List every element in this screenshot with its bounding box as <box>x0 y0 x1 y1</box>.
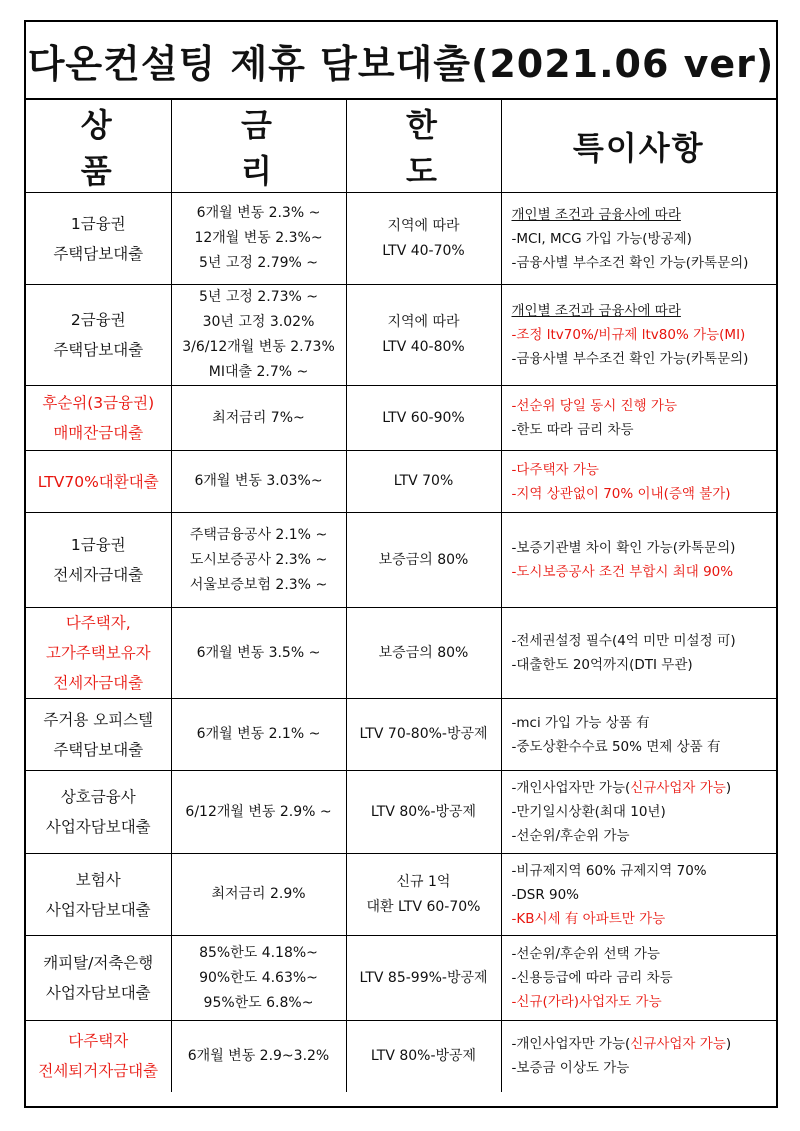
rate-cell <box>171 513 346 608</box>
note-line <box>512 203 773 227</box>
rate-cell <box>171 193 346 285</box>
note-text: 개인별 조건과 금융사에 따라 <box>511 303 681 319</box>
table-row <box>26 699 776 771</box>
limit-line: LTV 70% <box>393 473 454 489</box>
product-name-line: 보험사 <box>75 870 121 889</box>
note-text: -대출한도 20억까지(DTI 무관) <box>511 657 693 673</box>
notes-cell <box>501 1021 776 1092</box>
product-cell <box>26 386 171 451</box>
note-line <box>512 735 773 759</box>
product-name-line: 1금융권 <box>70 536 126 554</box>
notes-cell <box>501 608 776 699</box>
limit-cell <box>346 193 501 285</box>
note-text: ) <box>725 1036 732 1053</box>
rate-line: 최저금리 7%~ <box>212 409 305 426</box>
product-cell <box>26 699 171 771</box>
limit-cell <box>346 451 501 513</box>
product-name-line: 2금융권 <box>70 311 126 329</box>
note-line <box>512 227 773 251</box>
note-text: ) <box>725 780 732 796</box>
notes-cell <box>501 699 776 771</box>
rate-cell <box>171 608 346 699</box>
product-cell <box>26 771 171 854</box>
note-line <box>512 394 773 418</box>
rate-line: 5년 고정 2.79% ~ <box>198 255 319 271</box>
note-highlight: -선순위 당일 동시 진행 가능 <box>511 398 677 414</box>
table-row <box>26 451 776 513</box>
rate-line: 서울보증보험 2.3% ~ <box>189 576 328 593</box>
note-line <box>512 323 773 347</box>
rate-line: 3/6/12개월 변동 2.73% <box>182 339 335 355</box>
product-name-line: 캐피탈/저축은행 <box>43 954 154 972</box>
limit-line: LTV 70-80%-방공제 <box>359 726 488 742</box>
rate-line: MI대출 2.7% ~ <box>208 364 309 380</box>
rate-line: 6개월 변동 2.1% ~ <box>196 726 321 742</box>
note-text: -비규제지역 60% 규제지역 70% <box>511 862 707 879</box>
note-text: -개인사업자만 가능( <box>511 1036 631 1053</box>
product-name-line: 사업자담보대출 <box>45 900 151 919</box>
limit-cell <box>346 771 501 854</box>
product-cell <box>26 854 171 936</box>
rate-cell <box>171 285 346 386</box>
note-highlight: 신규사업자 가능 <box>630 780 726 796</box>
note-text: -DSR 90% <box>511 886 580 903</box>
rate-line: 6개월 변동 3.5% ~ <box>196 644 321 661</box>
rate-line: 6/12개월 변동 2.9% ~ <box>185 803 332 820</box>
note-line <box>512 418 773 442</box>
note-text: -보증기관별 차이 확인 가능(카톡문의) <box>511 540 736 556</box>
rate-cell <box>171 699 346 771</box>
rate-cell <box>171 386 346 451</box>
limit-cell <box>346 285 501 386</box>
rate-line: 최저금리 2.9% <box>211 886 306 902</box>
note-text: -MCI, MCG 가입 가능(방공제) <box>511 230 692 247</box>
rate-line: 주택금융공사 2.1% ~ <box>189 526 328 543</box>
note-highlight: 신규사업자 가능 <box>630 1036 726 1053</box>
table-row <box>26 608 776 699</box>
header-rate: 금 리 <box>171 100 346 193</box>
note-line <box>512 859 773 883</box>
rate-cell <box>171 451 346 513</box>
loan-sheet <box>24 20 778 1108</box>
header-product: 상 품 <box>26 100 171 193</box>
note-line <box>512 536 773 560</box>
note-line <box>512 942 773 966</box>
note-highlight: -KB시세 有 아파트만 가능 <box>511 910 666 927</box>
note-line <box>512 560 773 584</box>
note-line <box>512 907 773 931</box>
limit-line: LTV 80%-방공제 <box>370 803 477 820</box>
note-text: -중도상환수수료 50% 면제 상품 有 <box>511 738 721 755</box>
product-name-line: 다주택자, <box>65 614 131 632</box>
notes-cell <box>501 854 776 936</box>
note-text: -신용등급에 따라 금리 차등 <box>511 970 673 986</box>
note-text: -금융사별 부수조건 확인 가능(카톡문의) <box>511 351 749 367</box>
note-text: 개인별 조건과 금융사에 따라 <box>511 206 681 223</box>
note-line <box>512 482 773 506</box>
note-line <box>512 990 773 1014</box>
note-line <box>512 1032 773 1056</box>
product-cell <box>26 1021 171 1092</box>
note-text: -선순위/후순위 선택 가능 <box>511 946 660 962</box>
limit-line: 지역에 따라 <box>387 217 460 234</box>
limit-line: 대환 LTV 60-70% <box>366 898 481 915</box>
table-header-row <box>26 100 776 193</box>
rate-cell <box>171 854 346 936</box>
table-row <box>26 771 776 854</box>
rate-cell <box>171 771 346 854</box>
notes-cell <box>501 386 776 451</box>
product-cell <box>26 513 171 608</box>
product-name-line: 후순위(3금융권) <box>42 394 155 412</box>
notes-cell <box>501 936 776 1021</box>
limit-line: LTV 85-99%-방공제 <box>359 969 488 986</box>
note-line <box>512 458 773 482</box>
table-row <box>26 854 776 936</box>
table-row <box>26 936 776 1021</box>
note-line <box>512 824 773 848</box>
note-line <box>512 711 773 735</box>
rate-cell <box>171 936 346 1021</box>
note-text: -선순위/후순위 가능 <box>511 828 630 844</box>
product-cell <box>26 936 171 1021</box>
note-line <box>512 653 773 677</box>
limit-cell <box>346 1021 501 1092</box>
product-cell <box>26 451 171 513</box>
rate-line: 도시보증공사 2.3% ~ <box>189 551 328 568</box>
note-line <box>512 800 773 824</box>
limit-line: LTV 80%-방공제 <box>370 1047 477 1064</box>
table-row <box>26 1021 776 1092</box>
notes-cell <box>501 285 776 386</box>
product-name-line: 주택담보대출 <box>53 341 144 359</box>
limit-cell <box>346 513 501 608</box>
rate-line: 90%한도 4.63%~ <box>199 969 318 986</box>
notes-cell <box>501 451 776 513</box>
header-limit: 한 도 <box>346 100 501 193</box>
note-line <box>512 966 773 990</box>
rate-line: 95%한도 6.8%~ <box>203 994 314 1011</box>
note-line <box>512 251 773 275</box>
header-notes: 특이사항 <box>501 100 776 193</box>
note-highlight: -조정 ltv70%/비규제 ltv80% 가능(MI) <box>511 327 746 343</box>
note-highlight: -도시보증공사 조건 부합시 최대 90% <box>511 564 734 580</box>
limit-cell <box>346 699 501 771</box>
product-name-line: 다주택자 <box>68 1032 129 1051</box>
product-name-line: 주택담보대출 <box>53 740 144 759</box>
note-line <box>512 883 773 907</box>
limit-cell <box>346 936 501 1021</box>
product-name-line: 사업자담보대출 <box>45 984 151 1002</box>
note-text: -전세권설정 필수(4억 미만 미설정 可) <box>511 633 736 649</box>
page-title: 다온컨설팅 제휴 담보대출(2021.06 ver) <box>26 22 776 100</box>
table-row <box>26 386 776 451</box>
product-name-line: 주택담보대출 <box>53 244 144 263</box>
loan-table <box>26 100 776 1092</box>
note-text: -한도 따라 금리 차등 <box>511 422 634 438</box>
note-line <box>512 299 773 323</box>
product-cell <box>26 193 171 285</box>
rate-line: 85%한도 4.18%~ <box>199 944 318 961</box>
table-row <box>26 193 776 285</box>
notes-cell <box>501 771 776 854</box>
product-cell <box>26 285 171 386</box>
limit-line: 보증금의 80% <box>378 644 469 661</box>
limit-cell <box>346 608 501 699</box>
limit-line: LTV 60-90% <box>382 409 465 426</box>
rate-cell <box>171 1021 346 1092</box>
limit-line: 지역에 따라 <box>387 314 460 330</box>
rate-line: 6개월 변동 3.03%~ <box>194 473 323 489</box>
product-name-line: 고가주택보유자 <box>45 644 151 662</box>
note-line <box>512 776 773 800</box>
note-line <box>512 629 773 653</box>
limit-line: 신규 1억 <box>396 873 451 890</box>
limit-cell <box>346 854 501 936</box>
rate-line: 6개월 변동 2.9~3.2% <box>187 1047 330 1064</box>
note-highlight: -다주택자 가능 <box>511 461 599 478</box>
product-cell <box>26 608 171 699</box>
notes-cell <box>501 513 776 608</box>
product-name-line: LTV70%대환대출 <box>37 472 159 491</box>
limit-line: LTV 40-70% <box>382 242 465 259</box>
product-name-line: 전세퇴거자금대출 <box>38 1062 159 1081</box>
product-name-line: 주거용 오피스텔 <box>43 710 154 729</box>
note-text: -금융사별 부수조건 확인 가능(카톡문의) <box>511 254 749 271</box>
note-text: -보증금 이상도 가능 <box>511 1060 630 1077</box>
note-line <box>512 347 773 371</box>
note-highlight: -신규(가라)사업자도 가능 <box>511 994 662 1010</box>
product-name-line: 상호금융사 <box>60 788 136 806</box>
product-name-line: 전세자금대출 <box>53 674 144 692</box>
limit-cell <box>346 386 501 451</box>
rate-line: 30년 고정 3.02% <box>202 314 315 330</box>
product-name-line: 전세자금대출 <box>53 566 144 584</box>
table-body <box>26 193 776 1092</box>
notes-cell <box>501 193 776 285</box>
rate-line: 5년 고정 2.73% ~ <box>198 289 319 305</box>
note-line <box>512 1056 773 1080</box>
limit-line: LTV 40-80% <box>382 339 465 355</box>
table-row <box>26 285 776 386</box>
product-name-line: 매매잔금대출 <box>53 424 144 442</box>
note-highlight: -지역 상관없이 70% 이내(증액 불가) <box>511 485 731 502</box>
note-text: -mci 가입 가능 상품 有 <box>511 714 650 731</box>
limit-line: 보증금의 80% <box>378 551 469 568</box>
note-text: -만기일시상환(최대 10년) <box>511 804 666 820</box>
note-text: -개인사업자만 가능( <box>511 780 631 796</box>
product-name-line: 1금융권 <box>70 214 126 233</box>
rate-line: 6개월 변동 2.3% ~ <box>196 205 321 221</box>
rate-line: 12개월 변동 2.3%~ <box>194 230 323 246</box>
table-row <box>26 513 776 608</box>
product-name-line: 사업자담보대출 <box>45 818 151 836</box>
